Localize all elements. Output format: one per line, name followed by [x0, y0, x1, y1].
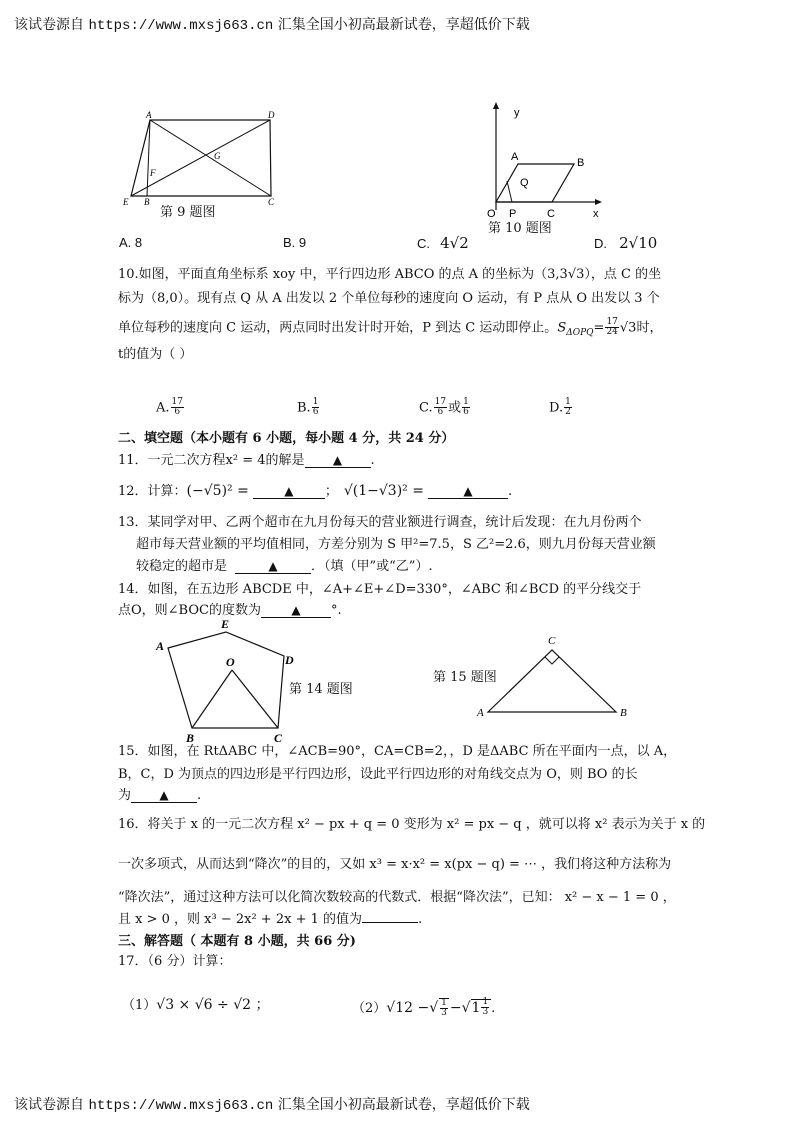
q15-blank	[131, 789, 197, 803]
q10-opt-c-d2: 6	[463, 407, 469, 418]
q10-option-b	[297, 398, 320, 418]
q16-line2: 一次多项式，从而达到“降次”的目的，又如 x³ = x·x² = x(px − q) = ⋯ ，我们将这种方法称为	[118, 857, 672, 872]
q16-line3: “降次法”，通过这种方法可以化简次数较高的代数式．根据“降次法”，已知： x² − x − 1 = 0 ，	[118, 890, 676, 905]
page-header	[14, 14, 530, 34]
q17-part2: （2）√12 −√ $\frac{1}{3}$ −√1 $\frac{1}{3}$ .	[352, 997, 496, 1019]
q15-line3-b: .	[197, 788, 202, 803]
q12-expr2: √(1−√3)² =	[343, 483, 424, 499]
q10-opt-b-n: 1	[312, 397, 319, 407]
label-y: y	[514, 107, 520, 119]
q17-p2-f1d: 3	[441, 1008, 447, 1019]
q9-option-d	[594, 236, 657, 251]
q10-s-sub: ΔOPQ	[566, 328, 594, 339]
q10-opt-b-label: B.	[297, 400, 311, 416]
q12-mark2: ▲	[463, 484, 473, 498]
q15-line2: B，C，D 为顶点的四边形是平行四边形，设此平行四边形的对角线交点为 O，则 BO 的长	[118, 767, 638, 782]
label-f: F	[150, 168, 156, 178]
line-ed	[131, 120, 270, 196]
q11-text: 11．一元二次方程x² = 4的解是	[118, 453, 305, 468]
q17-p2-b: −	[449, 999, 462, 1016]
label-c: C	[268, 197, 275, 207]
label-c14: C	[274, 731, 283, 744]
q11-blank	[305, 454, 371, 468]
label-x: x	[593, 208, 599, 220]
q15-line3-a: 为	[118, 788, 132, 803]
q10-line4: t的值为（ ）	[118, 347, 193, 362]
q12-sep: ；	[324, 484, 338, 499]
q10-line2: 标为（8,0）。现有点 Q 从 A 出发以 2 个单位每秒的速度向 O 运动，有 P 点从 O 出发以 3 个	[118, 291, 660, 306]
q12-blank1	[253, 485, 325, 499]
q13-blank	[235, 560, 311, 574]
q13-line3	[136, 560, 433, 574]
header-url[interactable]: https://www.mxsj663.cn	[88, 18, 274, 34]
q10-opt-c-d1: 6	[437, 407, 444, 418]
q16-line4-b: .	[418, 912, 423, 927]
figure-10	[478, 100, 608, 225]
q14-line2-b: °.	[330, 603, 342, 618]
q13-line3-a: 较稳定的超市是	[136, 559, 228, 574]
label-c15: C	[548, 635, 556, 647]
q16-blank	[362, 922, 418, 923]
q10-option-c	[419, 398, 471, 418]
q13-line1: 13．某同学对甲、乙两个超市在九月份每天的营业额进行调查，统计后发现：在九月份两个	[118, 515, 642, 530]
q10-opt-d-label: D.	[549, 400, 564, 416]
q10-opt-c-label: C.	[419, 400, 433, 416]
q10-s-label: S	[557, 320, 567, 336]
q17-p1-expr: √3 × √6 ÷ √2 ；	[156, 997, 270, 1013]
section2-title: 二、填空题（本小题有 6 小题，每小题 4 分，共 24 分）	[118, 431, 455, 446]
label-b: B	[144, 197, 150, 207]
label-a10: A	[511, 151, 519, 163]
q12-end: .	[507, 484, 513, 499]
line-oc	[232, 670, 278, 728]
segment-pq	[507, 181, 512, 202]
q12-expr1: (−√5)² =	[186, 483, 249, 499]
q13-mark: ▲	[268, 559, 278, 573]
q10-line1-b: ），点 C 的坐	[584, 267, 662, 282]
q9-option-a: A. 8	[119, 235, 143, 250]
footer-prefix: 该试卷源自	[14, 1097, 84, 1113]
q9-option-c-value: 4√2	[440, 234, 469, 252]
q12-mark1: ▲	[284, 484, 294, 498]
q11-mark: ▲	[332, 453, 343, 467]
q17-p1-label: （1）	[122, 998, 157, 1013]
label-g: G	[214, 151, 221, 161]
label-b10: B	[577, 157, 585, 169]
page-footer	[14, 1094, 530, 1114]
label-o14: O	[226, 655, 235, 669]
q17-p2-frac1	[439, 998, 449, 1019]
q17-p2-mixed	[471, 999, 492, 1016]
q10-line3	[118, 318, 662, 338]
fig10-caption: 第 10 题图	[488, 221, 552, 236]
figure-14	[150, 616, 310, 744]
label-e14: E	[221, 617, 230, 631]
q10-opt-d-d: 2	[565, 407, 571, 418]
q10-line3-b: 时，	[636, 320, 663, 336]
q15-mark: ▲	[159, 788, 169, 802]
q13-line2: 超市每天营业额的平均值相同，方差分别为 S 甲²=7.5，S 乙²=2.6，则九月份每天营业额	[136, 537, 656, 552]
q12-blank2	[428, 485, 508, 499]
q10-opt-c-n2: 1	[463, 397, 469, 407]
q15-line3	[118, 789, 201, 803]
label-p10: P	[509, 208, 517, 220]
q9-option-c-prefix: C.	[417, 236, 430, 251]
q17-p2-end: .	[491, 1000, 496, 1016]
label-e: E	[123, 197, 129, 207]
q10-frac	[605, 318, 618, 338]
triangle-abc	[488, 650, 616, 712]
label-b15: B	[620, 707, 627, 719]
right-angle-mark	[545, 657, 559, 664]
q15-line1: 15．如图，在 RtΔABC 中，∠ACB=90°，CA=CB=2，，D 是ΔABC 所在平面内一点，以 A，	[118, 744, 677, 759]
q13-line3-b: ．（填（甲”或“乙”）.	[311, 559, 433, 574]
q10-opt-b-d: 6	[312, 407, 319, 418]
q9-option-d-prefix: D.	[594, 236, 607, 251]
line-ac	[150, 120, 271, 196]
q17-p2-f1n: 1	[441, 998, 447, 1008]
q9-option-d-value: 2√10	[619, 234, 658, 252]
line-bo	[192, 670, 232, 728]
section3-title: 三、解答题（ 本题有 8 小题，共 66 分)	[118, 934, 356, 949]
header-suffix: 汇集全国小初高最新试卷，享超低价下载	[277, 17, 530, 33]
q9-option-c	[417, 236, 469, 251]
q10-line3-a: 单位每秒的速度向 C 运动，两点同时出发计时开始，P 到达 C 运动即停止。	[118, 320, 558, 336]
q10-frac-n: 17	[606, 317, 618, 327]
q17-p2-a: √12 −	[386, 999, 430, 1016]
q10-option-d	[549, 398, 573, 418]
q10-line1-a: 10.如图，平面直角坐标系 xoy 中，平行四边形 ABCO 的点 A 的坐标为（	[118, 267, 548, 282]
q16-line1: 16．将关于 x 的一元二次方程 x² − px + q = 0 变形为 x² = px − q ，就可以将 x² 表示为关于 x 的	[118, 817, 706, 832]
q14-mark: ▲	[291, 603, 301, 617]
label-a: A	[146, 110, 152, 120]
q10-opt-c-n1: 17	[434, 397, 447, 407]
q17-p2-int: 1	[471, 999, 481, 1016]
q16-line4	[118, 913, 422, 926]
label-d: D	[268, 110, 275, 120]
q10-opt-a-n: 17	[171, 397, 183, 407]
fig14-caption: 第 14 题图	[289, 682, 353, 697]
q10-option-a	[156, 398, 185, 418]
fig9-caption: 第 9 题图	[160, 205, 216, 220]
q9-option-b: B. 9	[283, 235, 307, 250]
q10-sqrt3: √3	[619, 320, 637, 336]
x-axis-arrow	[595, 199, 602, 205]
fig15-caption: 第 15 题图	[433, 670, 497, 685]
q14-line2-a: 点O，则∠BOC的度数为	[118, 603, 261, 618]
q11-end: .	[370, 453, 375, 468]
q10-opt-a-d: 6	[174, 407, 181, 418]
label-o10: O	[487, 208, 496, 220]
q12	[118, 484, 512, 499]
label-a14: A	[156, 639, 165, 653]
q10-opt-d-n: 1	[565, 397, 571, 407]
label-c10: C	[547, 208, 555, 220]
q11	[118, 454, 375, 468]
q10-frac-d: 24	[606, 327, 618, 338]
q16-line4-a: 且 x > 0 ，则 x³ − 2x² + 2x + 1 的值为	[118, 912, 362, 927]
footer-url[interactable]: https://www.mxsj663.cn	[88, 1098, 274, 1114]
figure-15	[474, 630, 634, 722]
q10-line1	[118, 268, 661, 281]
label-q10: Q	[520, 177, 529, 189]
q17-p2-f2d: 3	[482, 1007, 489, 1018]
q17-title: 17．（6 分）计算：	[118, 954, 232, 969]
header-prefix: 该试卷源自	[14, 17, 84, 33]
q17-p2-f2n: 1	[482, 997, 489, 1007]
q10-opt-c-or: 或	[448, 400, 462, 416]
label-b14: B	[186, 731, 195, 744]
q17-part1	[122, 998, 269, 1012]
q10-opt-a-label: A.	[156, 400, 170, 416]
q10-coord-a: 3,3√3	[547, 267, 585, 282]
q12-prefix: 12．计算：	[118, 484, 187, 499]
q14-line1: 14．如图，在五边形 ABCDE 中，∠A+∠E+∠D=330°，∠ABC 和∠BCD 的平分线交于	[118, 582, 642, 597]
q17-p2-label: （2）	[352, 1000, 387, 1016]
label-a15: A	[477, 707, 484, 719]
y-axis-arrow	[493, 102, 499, 109]
q10-eq: =	[593, 320, 605, 336]
label-d14: D	[285, 653, 294, 667]
footer-suffix: 汇集全国小初高最新试卷，享超低价下载	[277, 1097, 530, 1113]
